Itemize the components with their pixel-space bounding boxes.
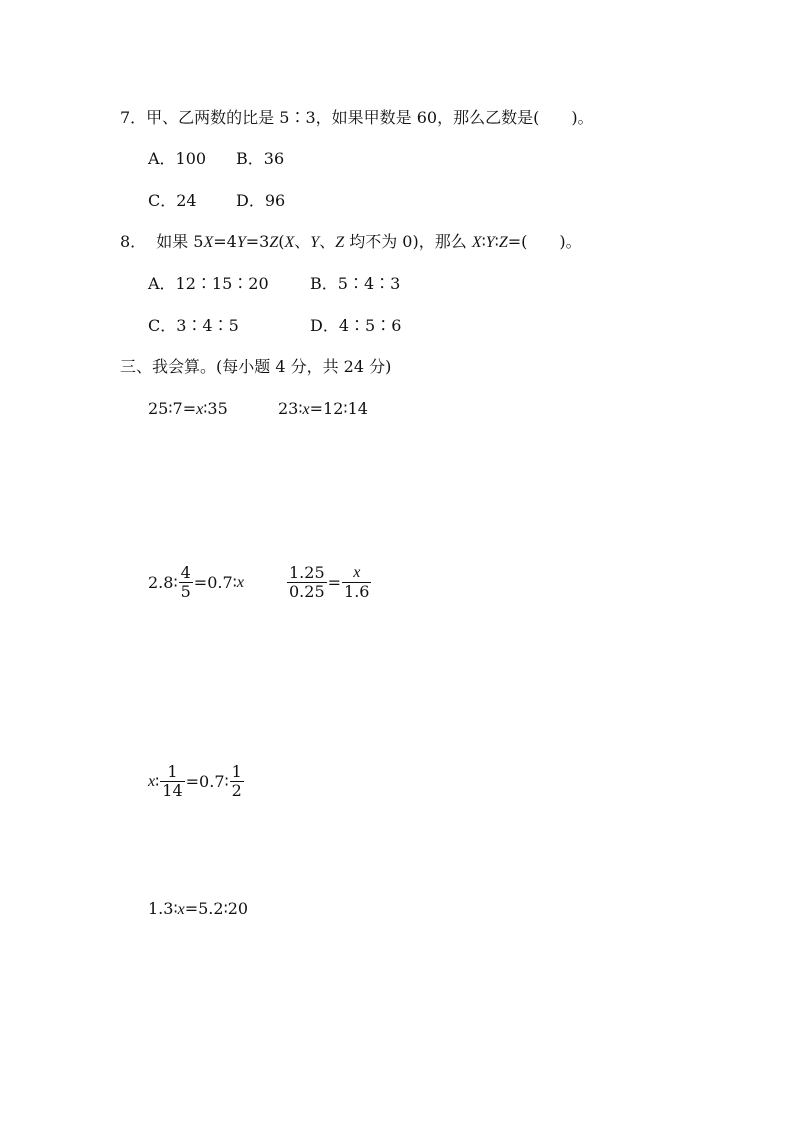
equation-text: ∶35 bbox=[203, 399, 228, 418]
equation-text: 1.3∶ bbox=[148, 899, 178, 918]
equation-text: = bbox=[327, 572, 342, 592]
q8-option-d: D．4∶5∶6 bbox=[310, 316, 402, 335]
q8-eq: =4 bbox=[213, 232, 237, 251]
q8-var: Y bbox=[485, 234, 495, 251]
fraction-numerator: x bbox=[342, 564, 371, 583]
fraction-denominator: 5 bbox=[180, 582, 191, 601]
fraction bbox=[230, 763, 244, 800]
equation-2 bbox=[278, 399, 368, 420]
fraction-denominator: 14 bbox=[162, 781, 183, 800]
q8-var: X bbox=[471, 234, 482, 251]
q8-ratio: ∶ bbox=[494, 232, 499, 251]
equation-text: =0.7∶ bbox=[193, 572, 237, 592]
section-3-heading: 三、我会算。(每小题 4 分，共 24 分) bbox=[120, 357, 392, 376]
equation-text: 23∶ bbox=[278, 399, 303, 418]
fraction bbox=[342, 564, 371, 601]
fraction bbox=[287, 564, 327, 601]
equation-var: x bbox=[177, 901, 185, 918]
q8-option-c: C．3∶4∶5 bbox=[148, 316, 239, 335]
q8-option-a: A．12∶15∶20 bbox=[148, 274, 269, 293]
fraction-denominator: 0.25 bbox=[289, 582, 325, 601]
q8-paren: ( bbox=[278, 232, 285, 251]
q8-number: 8． bbox=[120, 232, 147, 251]
q7-option-a: A．100 bbox=[148, 149, 207, 168]
fraction bbox=[179, 564, 193, 601]
fraction-denominator: 2 bbox=[231, 781, 242, 800]
q8-var: Z bbox=[335, 234, 345, 251]
equation-text: =12∶14 bbox=[309, 399, 368, 418]
equation-text: =5.2∶20 bbox=[184, 899, 249, 918]
q8-var: Z bbox=[498, 234, 508, 251]
q8-end: =( )。 bbox=[507, 232, 582, 251]
q7-option-d: D．96 bbox=[236, 191, 286, 210]
fraction-denominator: 1.6 bbox=[344, 582, 370, 601]
fraction-numerator: 1 bbox=[160, 763, 184, 782]
q8-sep: 、 bbox=[319, 232, 336, 251]
equation-var: x bbox=[236, 573, 244, 591]
equation-text: 2.8∶ bbox=[148, 572, 178, 592]
fraction-numerator: 4 bbox=[180, 563, 191, 582]
q8-sep: 、 bbox=[294, 232, 311, 251]
q8-lead: 如果 5 bbox=[156, 232, 204, 251]
q8-var: X bbox=[203, 234, 214, 251]
equation-text: =0.7∶ bbox=[185, 771, 229, 791]
equation-3 bbox=[148, 564, 244, 601]
fraction-numerator: 1.25 bbox=[289, 563, 325, 582]
q8-tail: 均不为 0)，那么 bbox=[344, 232, 472, 251]
equation-text: ∶ bbox=[155, 771, 160, 791]
equation-var: x bbox=[196, 401, 204, 418]
equation-5 bbox=[148, 763, 245, 800]
fraction-numerator: 1 bbox=[231, 762, 242, 781]
q8-var: Y bbox=[310, 234, 320, 251]
equation-var: x bbox=[302, 401, 310, 418]
q8-option-b: B．5∶4∶3 bbox=[310, 274, 401, 293]
equation-text: 25∶7= bbox=[148, 399, 197, 418]
q8-ratio: ∶ bbox=[481, 232, 486, 251]
q8-var: Z bbox=[269, 234, 279, 251]
q7-option-b: B．36 bbox=[236, 149, 285, 168]
equation-var: x bbox=[148, 772, 156, 790]
equation-1 bbox=[148, 399, 228, 420]
equation-4 bbox=[286, 564, 372, 601]
q7-option-c: C．24 bbox=[148, 191, 197, 210]
equation-6 bbox=[148, 899, 248, 920]
q8-var: Y bbox=[236, 234, 246, 251]
question-8 bbox=[120, 232, 582, 253]
q8-var: X bbox=[284, 234, 295, 251]
q8-eq: =3 bbox=[245, 232, 270, 251]
question-7: 7．甲、乙两数的比是 5∶3，如果甲数是 60，那么乙数是( )。 bbox=[120, 108, 594, 127]
fraction bbox=[160, 763, 184, 800]
